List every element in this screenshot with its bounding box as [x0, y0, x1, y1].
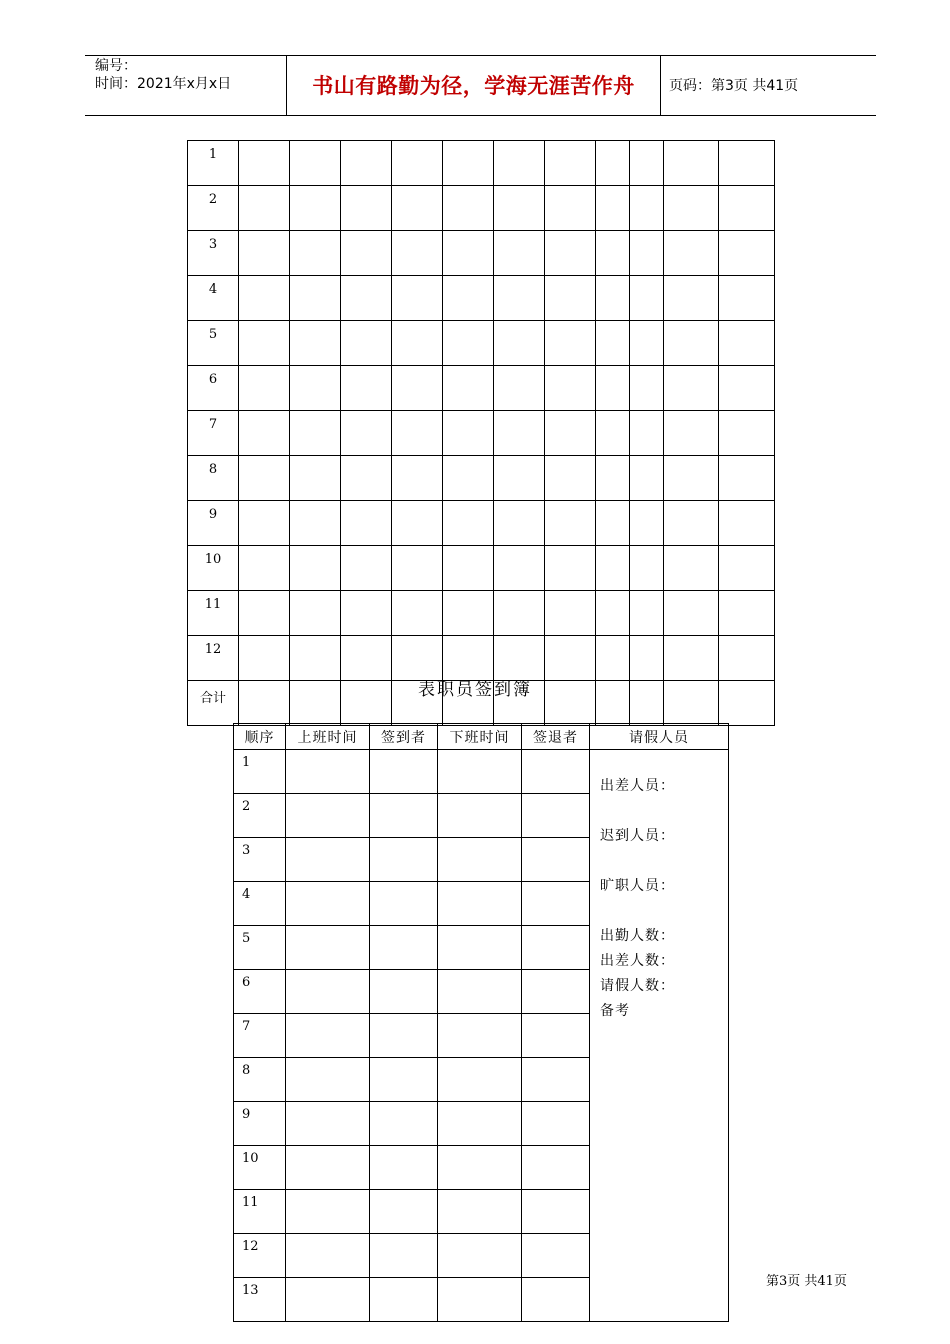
grid-cell — [443, 231, 494, 276]
grid-cell — [239, 186, 290, 231]
grid-cell — [392, 276, 443, 321]
header-top-rule — [85, 55, 876, 56]
grid-cell — [443, 141, 494, 186]
grid-cell — [596, 321, 630, 366]
grid-cell — [341, 456, 392, 501]
sign-cell — [286, 750, 370, 794]
late-staff-label: 迟到人员： — [600, 828, 675, 844]
grid-cell — [664, 186, 719, 231]
sign-cell — [286, 882, 370, 926]
grid-cell — [341, 276, 392, 321]
grid-cell — [239, 231, 290, 276]
grid-cell — [630, 456, 664, 501]
sign-cell — [438, 1058, 522, 1102]
grid-cell — [596, 591, 630, 636]
sign-row-number: 2 — [234, 794, 286, 838]
sign-cell — [286, 1234, 370, 1278]
sign-cell — [370, 794, 438, 838]
grid-cell — [392, 186, 443, 231]
grid-cell — [664, 636, 719, 681]
grid-row-label: 5 — [188, 321, 239, 366]
sign-cell — [370, 882, 438, 926]
grid-cell — [290, 141, 341, 186]
sign-cell — [438, 750, 522, 794]
attendance-count-label: 出勤人数： — [600, 928, 675, 944]
grid-cell — [719, 276, 775, 321]
grid-cell — [630, 636, 664, 681]
grid-cell — [392, 231, 443, 276]
grid-cell — [392, 591, 443, 636]
document-number-label: 编号： — [95, 58, 137, 74]
grid-cell — [494, 636, 545, 681]
grid-cell — [290, 456, 341, 501]
header-clock-out-time: 下班时间 — [438, 724, 522, 750]
grid-cell — [719, 231, 775, 276]
sign-cell — [370, 1146, 438, 1190]
grid-cell — [664, 546, 719, 591]
grid-cell — [290, 276, 341, 321]
grid-cell — [290, 231, 341, 276]
grid-cell — [494, 546, 545, 591]
grid-cell — [494, 186, 545, 231]
sign-cell — [438, 1146, 522, 1190]
grid-cell — [392, 321, 443, 366]
sign-row-number: 6 — [234, 970, 286, 1014]
grid-cell — [443, 186, 494, 231]
grid-row-label: 7 — [188, 411, 239, 456]
grid-cell — [239, 321, 290, 366]
grid-cell — [719, 321, 775, 366]
sign-cell — [522, 1190, 590, 1234]
grid-cell — [545, 501, 596, 546]
grid-cell — [494, 231, 545, 276]
grid-cell — [664, 231, 719, 276]
sign-cell — [438, 970, 522, 1014]
grid-row — [188, 366, 775, 411]
document-time-label: 时间：2021年x月x日 — [95, 76, 232, 92]
sign-cell — [522, 970, 590, 1014]
business-trip-staff-label: 出差人员： — [600, 778, 675, 794]
sign-row-number: 8 — [234, 1058, 286, 1102]
sign-cell — [522, 750, 590, 794]
grid-row — [188, 321, 775, 366]
grid-cell — [239, 141, 290, 186]
absent-staff-label: 旷职人员： — [600, 878, 675, 894]
sign-row-number: 3 — [234, 838, 286, 882]
sign-in-table — [233, 723, 729, 1322]
grid-cell — [290, 591, 341, 636]
grid-row — [188, 141, 775, 186]
grid-cell — [664, 456, 719, 501]
grid-cell — [545, 231, 596, 276]
grid-row-label: 3 — [188, 231, 239, 276]
grid-cell — [545, 276, 596, 321]
grid-cell — [630, 411, 664, 456]
grid-row — [188, 276, 775, 321]
grid-cell — [290, 546, 341, 591]
grid-cell — [239, 456, 290, 501]
grid-cell — [494, 501, 545, 546]
grid-cell — [630, 546, 664, 591]
grid-cell — [719, 591, 775, 636]
grid-cell — [719, 636, 775, 681]
grid-cell — [392, 501, 443, 546]
sign-cell — [286, 1014, 370, 1058]
grid-cell — [664, 276, 719, 321]
sign-cell — [438, 1102, 522, 1146]
sign-cell — [370, 1278, 438, 1322]
grid-row-label: 9 — [188, 501, 239, 546]
grid-cell — [443, 456, 494, 501]
grid-cell — [290, 636, 341, 681]
grid-row-label: 1 — [188, 141, 239, 186]
grid-cell — [596, 546, 630, 591]
sign-cell — [438, 882, 522, 926]
grid-cell — [392, 456, 443, 501]
grid-cell — [443, 546, 494, 591]
grid-row — [188, 636, 775, 681]
sign-cell — [370, 838, 438, 882]
header-divider-right — [660, 55, 661, 115]
sign-cell — [286, 926, 370, 970]
grid-cell — [596, 366, 630, 411]
grid-cell — [545, 321, 596, 366]
grid-cell — [719, 456, 775, 501]
grid-cell — [630, 501, 664, 546]
grid-cell — [664, 501, 719, 546]
grid-cell — [341, 321, 392, 366]
grid-cell — [719, 501, 775, 546]
grid-row — [188, 546, 775, 591]
sign-cell — [522, 838, 590, 882]
sign-cell — [370, 926, 438, 970]
sign-cell — [286, 794, 370, 838]
header-order: 顺序 — [234, 724, 286, 750]
sign-cell — [370, 1234, 438, 1278]
grid-cell — [239, 366, 290, 411]
sign-cell — [370, 750, 438, 794]
sign-cell — [522, 1146, 590, 1190]
grid-cell — [443, 411, 494, 456]
grid-cell — [664, 366, 719, 411]
grid-cell — [239, 276, 290, 321]
grid-cell — [443, 591, 494, 636]
sign-cell — [522, 882, 590, 926]
grid-row-label: 8 — [188, 456, 239, 501]
header-page-number: 页码：第3页 共41页 — [669, 78, 799, 94]
grid-cell — [239, 636, 290, 681]
sign-cell — [370, 1058, 438, 1102]
grid-cell — [545, 456, 596, 501]
grid-cell — [392, 141, 443, 186]
sign-cell — [286, 1146, 370, 1190]
grid-cell — [392, 366, 443, 411]
grid-cell — [239, 501, 290, 546]
grid-cell — [630, 141, 664, 186]
leave-count-label: 请假人数： — [600, 978, 675, 994]
grid-cell — [664, 141, 719, 186]
sign-row-number: 11 — [234, 1190, 286, 1234]
grid-row-label: 6 — [188, 366, 239, 411]
header-signed-in-by: 签到者 — [370, 724, 438, 750]
sign-row-number: 7 — [234, 1014, 286, 1058]
grid-cell — [341, 636, 392, 681]
grid-cell — [494, 321, 545, 366]
sign-row-number: 9 — [234, 1102, 286, 1146]
grid-cell — [239, 546, 290, 591]
sign-cell — [286, 1278, 370, 1322]
grid-cell — [239, 411, 290, 456]
sign-cell — [522, 1058, 590, 1102]
sign-cell — [438, 838, 522, 882]
sign-row-number: 12 — [234, 1234, 286, 1278]
sign-cell — [522, 1014, 590, 1058]
grid-row-label: 合计 — [188, 681, 239, 726]
grid-cell — [630, 366, 664, 411]
grid-cell — [719, 546, 775, 591]
sign-cell — [438, 1278, 522, 1322]
grid-cell — [341, 501, 392, 546]
header-info — [95, 57, 231, 93]
grid-cell — [630, 231, 664, 276]
grid-row — [188, 186, 775, 231]
sign-row-number: 5 — [234, 926, 286, 970]
grid-row — [188, 411, 775, 456]
grid-cell — [341, 366, 392, 411]
grid-cell — [443, 636, 494, 681]
leave-notes-cell — [590, 750, 729, 1322]
sign-cell — [438, 926, 522, 970]
grid-cell — [545, 186, 596, 231]
grid-cell — [596, 636, 630, 681]
grid-cell — [341, 141, 392, 186]
grid-cell — [719, 411, 775, 456]
grid-cell — [290, 366, 341, 411]
sign-cell — [438, 1014, 522, 1058]
grid-cell — [443, 276, 494, 321]
sign-row-number: 13 — [234, 1278, 286, 1322]
grid-cell — [596, 411, 630, 456]
sign-cell — [286, 1102, 370, 1146]
grid-cell — [494, 456, 545, 501]
grid-cell — [443, 321, 494, 366]
grid-cell — [341, 591, 392, 636]
header-clock-in-time: 上班时间 — [286, 724, 370, 750]
grid-row-label: 10 — [188, 546, 239, 591]
grid-cell — [392, 411, 443, 456]
sign-row-number: 1 — [234, 750, 286, 794]
grid-cell — [596, 456, 630, 501]
grid-cell — [596, 141, 630, 186]
sign-cell — [522, 794, 590, 838]
grid-cell — [545, 411, 596, 456]
grid-cell — [719, 186, 775, 231]
sign-cell — [286, 1190, 370, 1234]
sign-cell — [438, 1234, 522, 1278]
remarks-label: 备考 — [600, 1003, 630, 1019]
grid-cell — [341, 186, 392, 231]
grid-cell — [545, 591, 596, 636]
sign-cell — [370, 1102, 438, 1146]
grid-cell — [239, 591, 290, 636]
grid-cell — [290, 186, 341, 231]
grid-cell — [719, 141, 775, 186]
grid-cell — [596, 276, 630, 321]
grid-cell — [630, 186, 664, 231]
header-bottom-rule — [85, 115, 876, 116]
grid-cell — [392, 636, 443, 681]
grid-cell — [545, 636, 596, 681]
grid-row-label: 11 — [188, 591, 239, 636]
sign-cell — [522, 1278, 590, 1322]
grid-cell — [719, 366, 775, 411]
header-motto: 书山有路勤为径，学海无涯苦作舟 — [312, 74, 635, 98]
grid-row — [188, 231, 775, 276]
grid-row-label: 4 — [188, 276, 239, 321]
sign-row — [234, 750, 729, 794]
sign-cell — [286, 1058, 370, 1102]
grid-cell — [392, 546, 443, 591]
sign-cell — [286, 838, 370, 882]
grid-cell — [630, 276, 664, 321]
grid-row — [188, 456, 775, 501]
grid-cell — [443, 366, 494, 411]
grid-cell — [341, 231, 392, 276]
grid-row-label: 12 — [188, 636, 239, 681]
grid-cell — [443, 501, 494, 546]
grid-cell — [494, 411, 545, 456]
trip-count-label: 出差人数： — [600, 953, 675, 969]
grid-cell — [494, 366, 545, 411]
grid-cell — [596, 501, 630, 546]
sign-cell — [286, 970, 370, 1014]
sign-cell — [522, 926, 590, 970]
grid-row — [188, 591, 775, 636]
blank-grid-table — [187, 140, 775, 726]
grid-cell — [630, 591, 664, 636]
grid-cell — [341, 546, 392, 591]
sign-cell — [370, 970, 438, 1014]
grid-cell — [545, 141, 596, 186]
header-leave-staff: 请假人员 — [590, 724, 729, 750]
grid-cell — [494, 276, 545, 321]
grid-cell — [290, 501, 341, 546]
grid-cell — [545, 366, 596, 411]
grid-cell — [290, 411, 341, 456]
sign-cell — [438, 1190, 522, 1234]
footer-page-number: 第3页 共41页 — [766, 1274, 847, 1289]
header-signed-out-by: 签退者 — [522, 724, 590, 750]
grid-cell — [545, 546, 596, 591]
grid-cell — [290, 321, 341, 366]
sign-cell — [370, 1014, 438, 1058]
grid-cell — [596, 186, 630, 231]
grid-cell — [630, 321, 664, 366]
sign-row-number: 4 — [234, 882, 286, 926]
sign-row-number: 10 — [234, 1146, 286, 1190]
grid-row-label: 2 — [188, 186, 239, 231]
sign-cell — [370, 1190, 438, 1234]
grid-cell — [494, 591, 545, 636]
grid-cell — [664, 411, 719, 456]
grid-cell — [596, 231, 630, 276]
grid-cell — [664, 321, 719, 366]
sign-cell — [522, 1102, 590, 1146]
sign-cell — [522, 1234, 590, 1278]
grid-cell — [341, 411, 392, 456]
sign-cell — [438, 794, 522, 838]
grid-row — [188, 501, 775, 546]
sign-table-header-row — [234, 724, 729, 750]
sign-in-book-title: 表职员签到簿 — [418, 680, 532, 700]
grid-cell — [664, 591, 719, 636]
grid-cell — [494, 141, 545, 186]
